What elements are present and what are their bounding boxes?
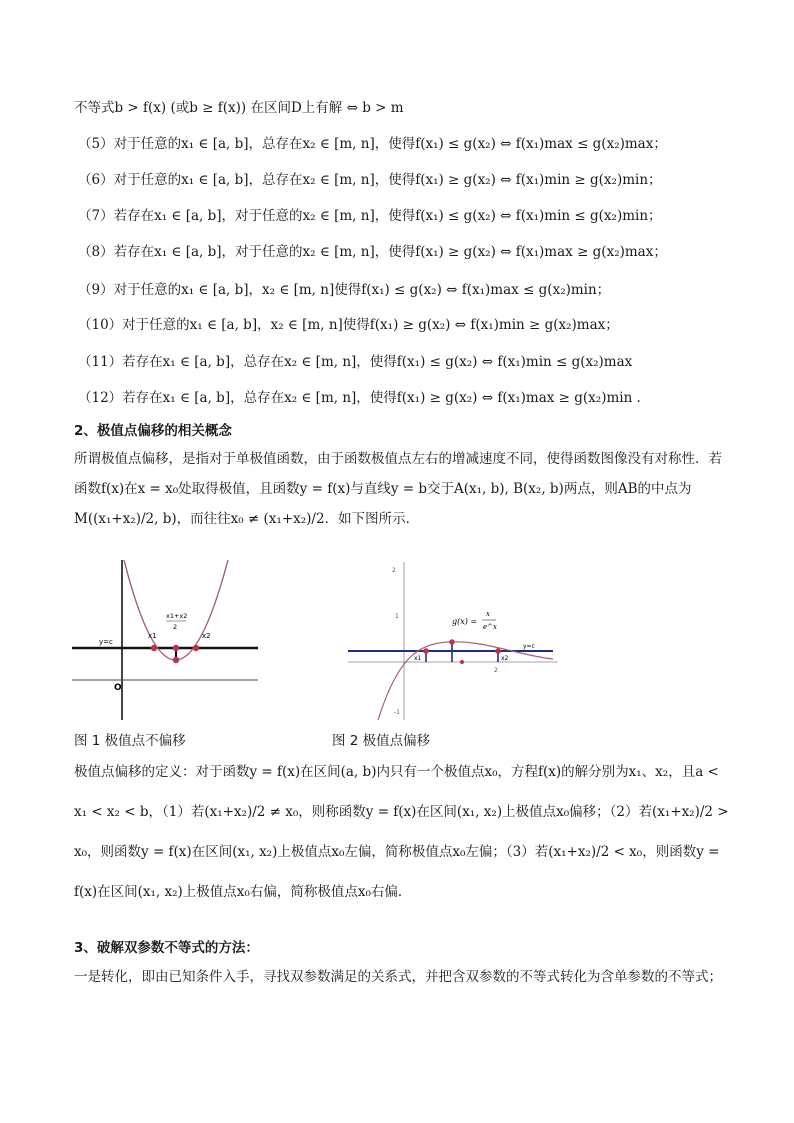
fig2-point-mid bbox=[460, 660, 464, 664]
figure-2-graph bbox=[348, 562, 558, 720]
fig2-point-x1 bbox=[423, 648, 429, 654]
inequality-line-12: （12）若存在x₁ ∈ [a, b]，总存在x₂ ∈ [m, n]，使得f(x₁) ≥ g(x₂) ⇔ f(x₁)max ≥ g(x₂)min . bbox=[78, 390, 641, 406]
inequality-line-10: （10）对于任意的x₁ ∈ [a, b]，x₂ ∈ [m, n]使得f(x₁) ≥ g(x₂) ⇔ f(x₁)min ≥ g(x₂)max； bbox=[78, 317, 619, 333]
fig2-tick-x2: 2 bbox=[494, 667, 498, 674]
fig1-point-vertex bbox=[173, 657, 179, 663]
section-3-heading: 3、破解双参数不等式的方法： bbox=[74, 940, 259, 956]
fig2-tick-2: 2 bbox=[392, 567, 396, 574]
fig1-label-mid-den: 2 bbox=[173, 623, 178, 631]
inequality-line-7: （7）若存在x₁ ∈ [a, b]，对于任意的x₂ ∈ [m, n]，使得f(x₁) ≤ g(x₂) ⇔ f(x₁)min ≤ g(x₂)min； bbox=[78, 208, 662, 224]
fig1-point-x1 bbox=[151, 645, 157, 651]
inequality-line-5: （5）对于任意的x₁ ∈ [a, b]，总存在x₂ ∈ [m, n]，使得f(x₁) ≤ g(x₂) ⇔ f(x₁)max ≤ g(x₂)max； bbox=[78, 136, 667, 152]
inequality-line-6: （6）对于任意的x₁ ∈ [a, b]，总存在x₂ ∈ [m, n]，使得f(x₁) ≥ g(x₂) ⇔ f(x₁)min ≥ g(x₂)min； bbox=[78, 172, 662, 188]
inequality-line-8: （8）若存在x₁ ∈ [a, b]，对于任意的x₂ ∈ [m, n]，使得f(x₁) ≥ g(x₂) ⇔ f(x₁)max ≥ g(x₂)max； bbox=[78, 244, 667, 260]
fig1-point-x2 bbox=[193, 645, 199, 651]
fig1-label-origin: O bbox=[114, 683, 122, 693]
fig1-label-line: y=c bbox=[99, 638, 113, 646]
inequality-line-9: （9）对于任意的x₁ ∈ [a, b]，x₂ ∈ [m, n]使得f(x₁) ≤ g(x₂) ⇔ f(x₁)max ≤ g(x₂)min； bbox=[78, 282, 611, 298]
inequality-line-0: 不等式b > f(x) (或b ≥ f(x)) 在区间D上有解 ⇔ b > m bbox=[74, 100, 404, 116]
fig2-label-x2: x2 bbox=[501, 655, 509, 662]
fig2-label-x1: x1 bbox=[414, 655, 422, 662]
fig2-point-x2 bbox=[495, 648, 501, 654]
fig2-label-fn-num: x bbox=[486, 610, 490, 618]
section-2-heading: 2、极值点偏移的相关概念 bbox=[74, 423, 232, 439]
fig2-label-fn: g(x) = bbox=[452, 617, 478, 626]
figure-1-caption: 图 1 极值点不偏移 bbox=[74, 733, 186, 749]
figure-1 bbox=[72, 560, 258, 720]
fig2-label-fn-den: e^x bbox=[483, 623, 497, 631]
figure-1-graph bbox=[72, 560, 258, 720]
fig1-label-x1: x1 bbox=[148, 632, 157, 640]
figure-2-caption: 图 2 极值点偏移 bbox=[332, 733, 431, 749]
definition-paragraph: 极值点偏移的定义：对于函数y = f(x)在区间(a, b)内只有一个极值点x₀，方程f(x)的解分别为x₁、x₂，且a < x₁ < x₂ < b，（1）若(x₁+x₂)/2 ≠ x₀，则称函数y = f(x)在区间(x₁, x₂)上极值点x₀偏移；（2）若(x₁+x₂)/2 > x₀，则函数y = f(x)在区间(x₁, x₂)上极值点x₀左偏，简称极值点x₀左偏；（3）若(x₁+x₂)/2 < x₀，则函数y = f(x)在区间(x₁, x₂)上极值点x₀右偏，简称极值点x₀右偏． bbox=[74, 764, 729, 900]
figure-2 bbox=[348, 562, 558, 720]
section-3-paragraph: 一是转化，即由已知条件入手，寻找双参数满足的关系式，并把含双参数的不等式转化为含单参数的不等式； bbox=[74, 969, 722, 985]
fig1-label-mid-num: x1+x2 bbox=[166, 612, 188, 620]
fig1-point-mid bbox=[173, 645, 179, 651]
section-2-paragraph: 所谓极值点偏移，是指对于单极值函数，由于函数极值点左右的增减速度不同，使得函数图像没有对称性．若函数f(x)在x = x₀处取得极值，且函数y = f(x)与直线y = b交于A(x₁, b), B(x₂, b)两点，则AB的中点为M((x₁+x₂)/2, b)，而往往x₀ ≠ (x₁+x₂)/2．如下图所示． bbox=[74, 451, 722, 527]
fig2-tick-1: 1 bbox=[395, 613, 399, 620]
fig1-label-x2: x2 bbox=[202, 632, 211, 640]
fig2-point-peak bbox=[449, 639, 455, 645]
inequality-line-11: （11）若存在x₁ ∈ [a, b]，总存在x₂ ∈ [m, n]，使得f(x₁) ≤ g(x₂) ⇔ f(x₁)min ≤ g(x₂)max bbox=[78, 354, 633, 370]
fig2-tick-neg1: -1 bbox=[394, 709, 400, 716]
fig2-label-line: y=c bbox=[523, 643, 535, 650]
